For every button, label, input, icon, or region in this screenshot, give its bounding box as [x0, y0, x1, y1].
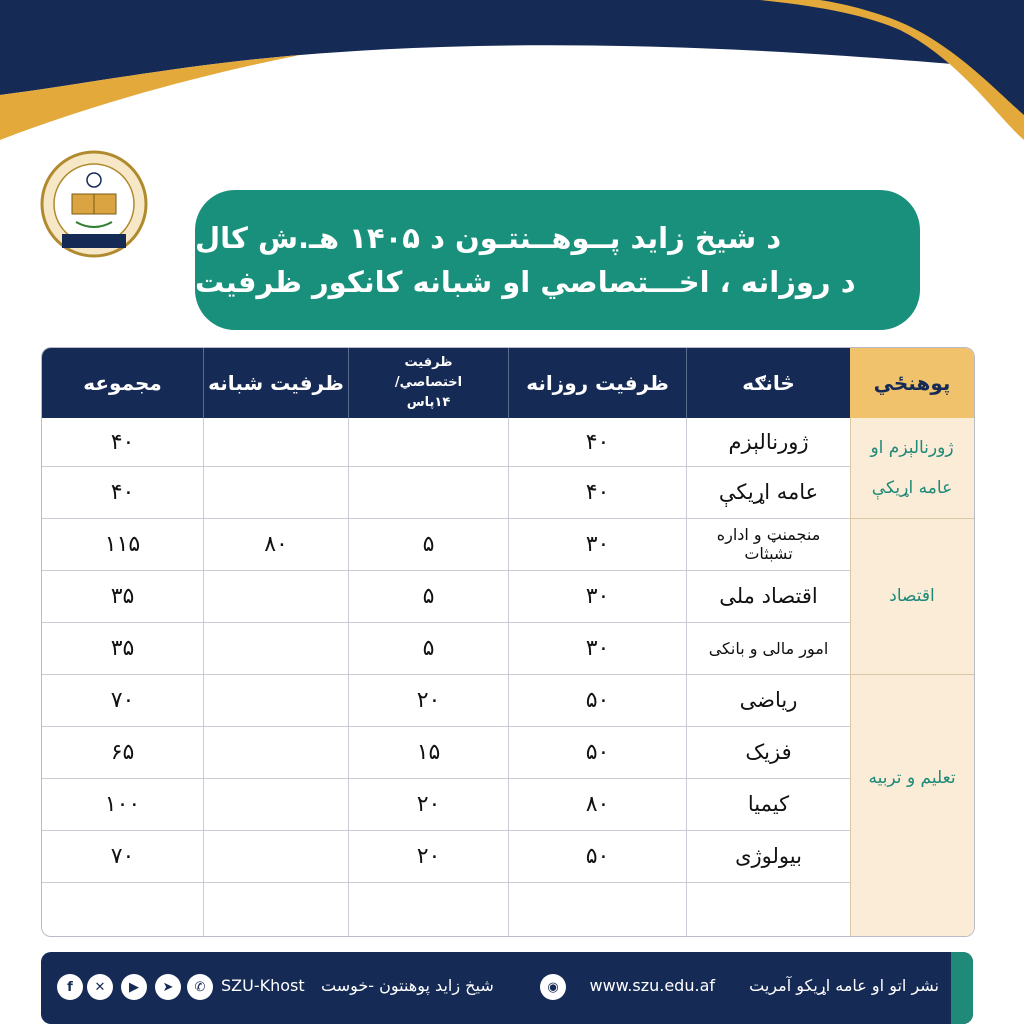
table-cell-total: ۴۰ [110, 429, 135, 455]
faculty-journalism: ژورنالېزم او عامه اړیکې [870, 438, 954, 498]
table-cell-daily: ۴۰ [585, 429, 610, 455]
table-cell-total: ۷۰ [110, 687, 135, 713]
web-icon[interactable]: ◉ [540, 974, 566, 1000]
table-cell-special: ۵ [422, 635, 435, 661]
table-cell-special: ۲۰ [416, 687, 441, 713]
telegram-icon[interactable]: ➤ [155, 974, 181, 1000]
table-cell-special: ۵ [422, 583, 435, 609]
footer-website[interactable]: www.szu.edu.af [589, 976, 715, 995]
footer-publisher: نشر اتو او عامه اړیکو آمریت [749, 976, 939, 995]
table-cell-department: فزیک [745, 740, 792, 764]
whatsapp-icon[interactable]: ✆ [187, 974, 213, 1000]
table-cell-daily: ۵۰ [585, 739, 610, 765]
table-cell-department: ریاضی [739, 688, 798, 712]
footer-university: شیخ زاید پوهنتون -خوست [321, 976, 494, 995]
table-cell-department: ژورنالېزم [728, 430, 809, 454]
header-night: ظرفیت شبانه [208, 371, 344, 395]
faculty-economics: اقتصاد [889, 586, 935, 606]
table-cell-special: ۲۰ [416, 791, 441, 817]
table-cell-total: ۳۵ [110, 635, 135, 661]
table-cell-daily: ۳۰ [585, 583, 610, 609]
table-cell-special: ۲۰ [416, 843, 441, 869]
capacity-table [41, 347, 975, 937]
table-cell-department: بیولوژی [735, 844, 802, 868]
footer-bar [41, 952, 973, 1024]
table-cell-daily: ۵۰ [585, 687, 610, 713]
youtube-icon[interactable]: ▶ [121, 974, 147, 1000]
table-cell-daily: ۸۰ [585, 791, 610, 817]
table-cell-daily: ۵۰ [585, 843, 610, 869]
university-logo [40, 150, 148, 258]
facebook-icon[interactable]: f [57, 974, 83, 1000]
table-cell-special: ۱۵ [416, 739, 441, 765]
title-line-2: د روزانه ، اخـــتصاصي او شبانه کانکور ظرفیت [195, 265, 856, 299]
header-daily: ظرفیت روزانه [526, 371, 669, 395]
table-cell-department: امور مالی و بانکی [708, 638, 829, 658]
table-cell-total: ۷۰ [110, 843, 135, 869]
x-icon[interactable]: ✕ [87, 974, 113, 1000]
header-faculty: پوهنځي [850, 348, 974, 418]
table-cell-total: ۱۰۰ [104, 791, 141, 817]
header-department: څانګه [742, 371, 795, 395]
table-cell-department: اقتصاد ملی [719, 584, 818, 608]
table-cell-daily: ۳۰ [585, 635, 610, 661]
table-cell-total: ۱۱۵ [104, 531, 141, 557]
table-cell-special: ۵ [422, 531, 435, 557]
table-cell-total: ۳۵ [110, 583, 135, 609]
table-cell-daily: ۴۰ [585, 479, 610, 505]
title-line-1: د شیخ زاید پــوهــنتـون د ۱۴۰۵ هـ.ش کال [195, 221, 782, 255]
table-cell-daily: ۳۰ [585, 531, 610, 557]
table-cell-total: ۶۵ [110, 739, 135, 765]
table-cell-department: منجمنټ و اداره تشبثات [716, 525, 821, 563]
header-total: مجموعه [83, 371, 162, 395]
header-special: ظرفیت اختصاصي/ ۱۴پاس [394, 355, 463, 410]
table-cell-department: عامه اړیکې [718, 480, 819, 504]
footer-handle: SZU-Khost [221, 976, 305, 995]
table-cell-total: ۴۰ [110, 479, 135, 505]
footer-accent [951, 952, 973, 1024]
title-banner [195, 190, 920, 330]
table-cell-night: ۸۰ [264, 531, 288, 557]
table-cell-department: کیمیا [747, 792, 790, 816]
faculty-education: تعلیم و تربیه [868, 768, 956, 788]
